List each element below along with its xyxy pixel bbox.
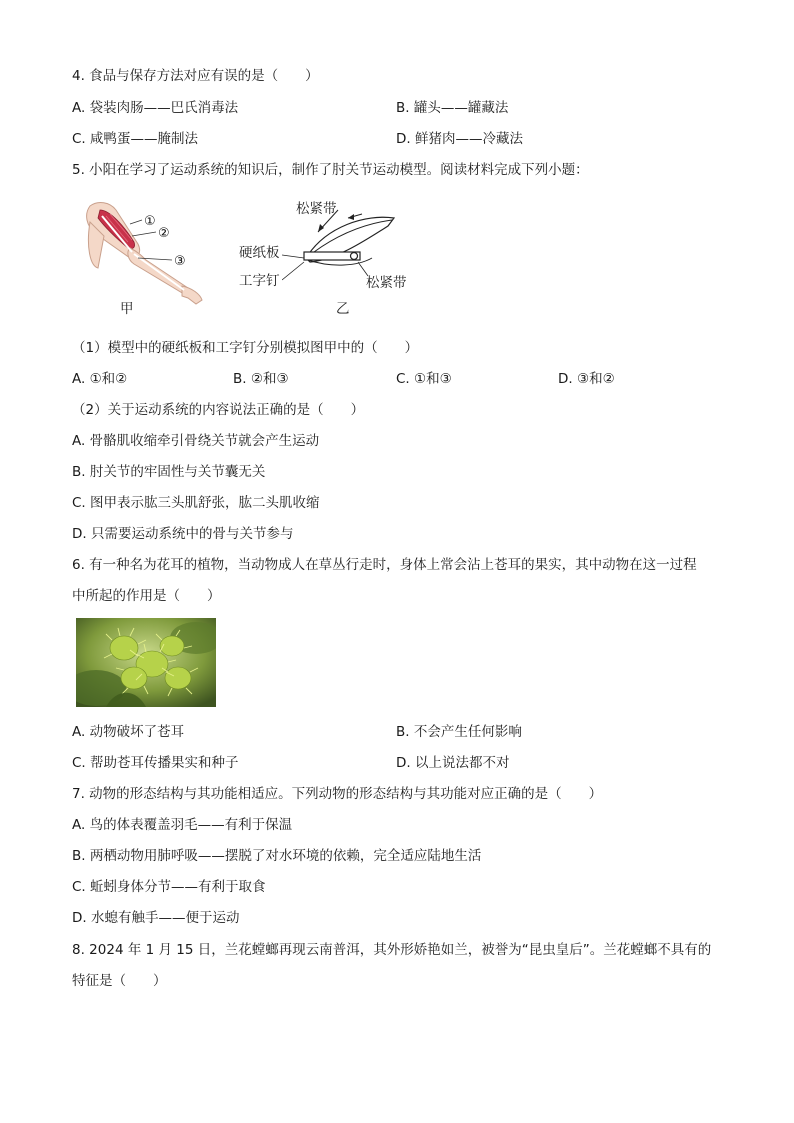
q8-stem-line1: 8. 2024 年 1 月 15 日，兰花螳螂再现云南普洱，其外形娇艳如兰，被誉为“昆虫皇后”。兰花螳螂不具有的 [72,942,712,958]
q5-sub2-option-b: B. 肘关节的牢固性与关节囊无关 [72,464,266,480]
cocklebur-photo [76,618,216,707]
q6-stem-line2: 中所起的作用是（ ） [72,588,221,604]
figure-jia-caption: 甲 [120,301,134,317]
q8-stem-line2: 特征是（ ） [72,973,167,989]
label-thumbtack: 工字钉 [239,273,280,289]
q7-option-a: A. 鸟的体表覆盖羽毛——有利于保温 [72,817,293,833]
q6-option-c: C. 帮助苍耳传播果实和种子 [72,755,239,771]
q5-sub1-stem: （1）模型中的硬纸板和工字钉分别模拟图甲中的（ ） [72,340,419,356]
q6-option-b: B. 不会产生任何影响 [396,724,522,740]
q5-stem: 5. 小阳在学习了运动系统的知识后，制作了肘关节运动模型。阅读材料完成下列小题： [72,162,589,178]
q6-option-a: A. 动物破坏了苍耳 [72,724,185,740]
q5-sub2-option-d: D. 只需要运动系统中的骨与关节参与 [72,526,294,542]
marker-3: ③ [174,254,186,269]
figure-yi-caption: 乙 [336,301,350,317]
q4-option-a: A. 袋装肉肠——巴氏消毒法 [72,100,239,116]
q5-sub1-option-a: A. ①和② [72,371,128,387]
label-cardboard: 硬纸板 [239,245,280,261]
q7-option-b: B. 两栖动物用肺呼吸——摆脱了对水环境的依赖，完全适应陆地生活 [72,848,482,864]
label-leaders [282,252,306,282]
q4-stem: 4. 食品与保存方法对应有误的是（ ） [72,68,319,84]
q5-sub2-stem: （2）关于运动系统的内容说法正确的是（ ） [72,402,365,418]
q4-option-c: C. 咸鸭蛋——腌制法 [72,131,199,147]
q7-option-d: D. 水螅有触手——便于运动 [72,910,240,926]
q5-sub1-option-b: B. ②和③ [233,371,289,387]
q4-option-d: D. 鲜猪肉——冷藏法 [396,131,523,147]
marker-2: ② [158,226,170,241]
q5-sub1-option-d: D. ③和② [558,371,615,387]
q7-option-c: C. 蚯蚓身体分节——有利于取食 [72,879,266,895]
q4-option-b: B. 罐头——罐藏法 [396,100,509,116]
q6-option-d: D. 以上说法都不对 [396,755,510,771]
arm-figure [76,196,206,318]
label-elastic-bottom: 松紧带 [366,275,407,291]
label-elastic-top: 松紧带 [296,201,337,217]
q6-stem-line1: 6. 有一种名为花耳的植物，当动物成人在草丛行走时，身体上常会沾上苍耳的果实，其中动物在这一过程 [72,557,697,573]
q5-sub2-option-c: C. 图甲表示肱三头肌舒张，肱二头肌收缩 [72,495,320,511]
marker-1: ① [144,214,156,229]
q7-stem: 7. 动物的形态结构与其功能相适应。下列动物的形态结构与其功能对应正确的是（ ） [72,786,603,802]
q5-sub1-option-c: C. ①和③ [396,371,452,387]
q5-sub2-option-a: A. 骨骼肌收缩牵引骨绕关节就会产生运动 [72,433,320,449]
